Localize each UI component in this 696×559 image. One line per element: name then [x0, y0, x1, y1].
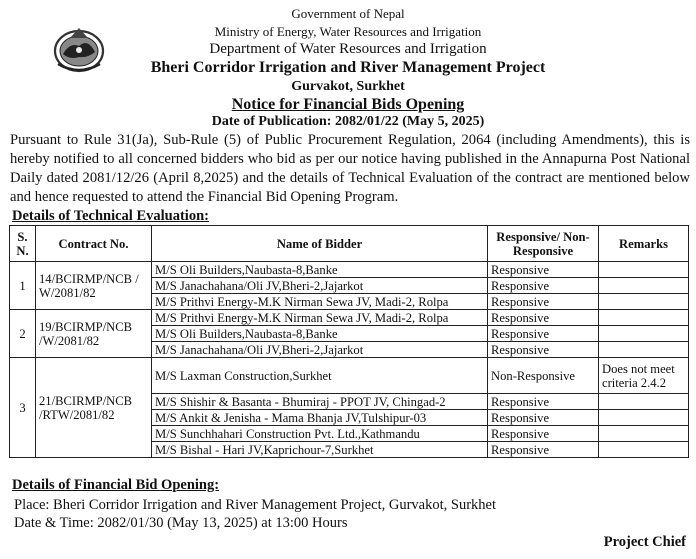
- bidder-cell: M/S Janachahana/Oli JV,Bheri-2,Jajarkot: [152, 278, 488, 294]
- col-header-bidder: Name of Bidder: [152, 226, 488, 262]
- remarks-cell: Does not meet criteria 2.4.2: [599, 358, 689, 394]
- government-line: Government of Nepal: [291, 6, 405, 21]
- table-row: [10, 358, 689, 394]
- remarks-cell: [599, 310, 689, 326]
- bidder-cell: M/S Bishal - Hari JV,Kaprichour-7,Surkhet: [152, 442, 488, 458]
- remarks-cell: [599, 394, 689, 410]
- bidder-cell: M/S Prithvi Energy-M.K Nirman Sewa JV, Madi-2, Rolpa: [152, 294, 488, 310]
- col-header-responsive: Responsive/ Non-Responsive: [488, 226, 599, 262]
- status-cell: Non-Responsive: [488, 358, 599, 394]
- bidder-cell: M/S Oli Builders,Naubasta-8,Banke: [152, 326, 488, 342]
- ministry-line: Ministry of Energy, Water Resources and Irrigation: [214, 24, 482, 39]
- bidder-cell: M/S Sunchhahari Construction Pvt. Ltd.,Kathmandu: [152, 426, 488, 442]
- col-header-remarks: Remarks: [599, 226, 689, 262]
- remarks-cell: [599, 294, 689, 310]
- bidder-cell: M/S Prithvi Energy-M.K Nirman Sewa JV, Madi-2, Rolpa: [152, 310, 488, 326]
- col-header-contract: Contract No.: [36, 226, 152, 262]
- status-cell: Responsive: [488, 262, 599, 278]
- project-title: Bheri Corridor Irrigation and River Management Project: [150, 59, 546, 76]
- status-cell: Responsive: [488, 426, 599, 442]
- status-cell: Responsive: [488, 394, 599, 410]
- publication-date: Date of Publication: 2082/01/22 (May 5, 2025): [211, 114, 485, 129]
- col-header-sn: S. N.: [10, 226, 36, 262]
- department-line: Department of Water Resources and Irrigation: [209, 41, 487, 57]
- status-cell: Responsive: [488, 278, 599, 294]
- bidder-cell: M/S Janachahana/Oli JV,Bheri-2,Jajarkot: [152, 342, 488, 358]
- sn-cell: 3: [10, 358, 36, 458]
- remarks-cell: [599, 262, 689, 278]
- signoff: Project Chief: [603, 534, 686, 550]
- bidder-cell: M/S Shishir & Basanta - Bhumiraj - PPOT JV, Chingad-2: [152, 394, 488, 410]
- financial-opening-title: Details of Financial Bid Opening:: [12, 477, 220, 493]
- remarks-cell: [599, 442, 689, 458]
- opening-place: Place: Bheri Corridor Irrigation and River Management Project, Gurvakot, Surkhet: [14, 497, 496, 513]
- location-line: Gurvakot, Surkhet: [291, 79, 405, 94]
- technical-evaluation-table: [9, 225, 689, 458]
- status-cell: Responsive: [488, 442, 599, 458]
- contract-no-cell: 14/BCIRMP/NCB / W/2081/82: [36, 262, 152, 310]
- bidder-cell: M/S Ankit & Jenisha - Mama Bhanja JV,Tulshipur-03: [152, 410, 488, 426]
- notice-paragraph: Pursuant to Rule 31(Ja), Sub-Rule (5) of Public Procurement Regulation, 2064 (including Amendments), this is hereby notified to all concerned bidders who bid as per our notice having published in the Annapurna Post National Daily dated 2081/12/26 (April 8,2025) and the details of Technical Evaluation of the contract are mentioned below and hence requested to attend the Financial Bid Opening Program.: [10, 132, 690, 205]
- remarks-cell: [599, 278, 689, 294]
- opening-datetime: Date & Time: 2082/01/30 (May 13, 2025) at 13:00 Hours: [14, 515, 348, 531]
- bidder-cell: M/S Laxman Construction,Surkhet: [152, 358, 488, 394]
- remarks-cell: [599, 342, 689, 358]
- remarks-cell: [599, 410, 689, 426]
- bidder-cell: M/S Oli Builders,Naubasta-8,Banke: [152, 262, 488, 278]
- status-cell: Responsive: [488, 342, 599, 358]
- notice-title: Notice for Financial Bids Opening: [231, 96, 465, 113]
- technical-evaluation-title: Details of Technical Evaluation:: [12, 208, 209, 224]
- status-cell: Responsive: [488, 310, 599, 326]
- status-cell: Responsive: [488, 326, 599, 342]
- remarks-cell: [599, 426, 689, 442]
- remarks-cell: [599, 326, 689, 342]
- status-cell: Responsive: [488, 294, 599, 310]
- sn-cell: 1: [10, 262, 36, 310]
- table-row: [10, 310, 689, 326]
- contract-no-cell: 19/BCIRMP/NCB /W/2081/82: [36, 310, 152, 358]
- sn-cell: 2: [10, 310, 36, 358]
- table-row: [10, 262, 689, 278]
- table-header-row: [10, 226, 689, 262]
- contract-no-cell: 21/BCIRMP/NCB /RTW/2081/82: [36, 358, 152, 458]
- status-cell: Responsive: [488, 410, 599, 426]
